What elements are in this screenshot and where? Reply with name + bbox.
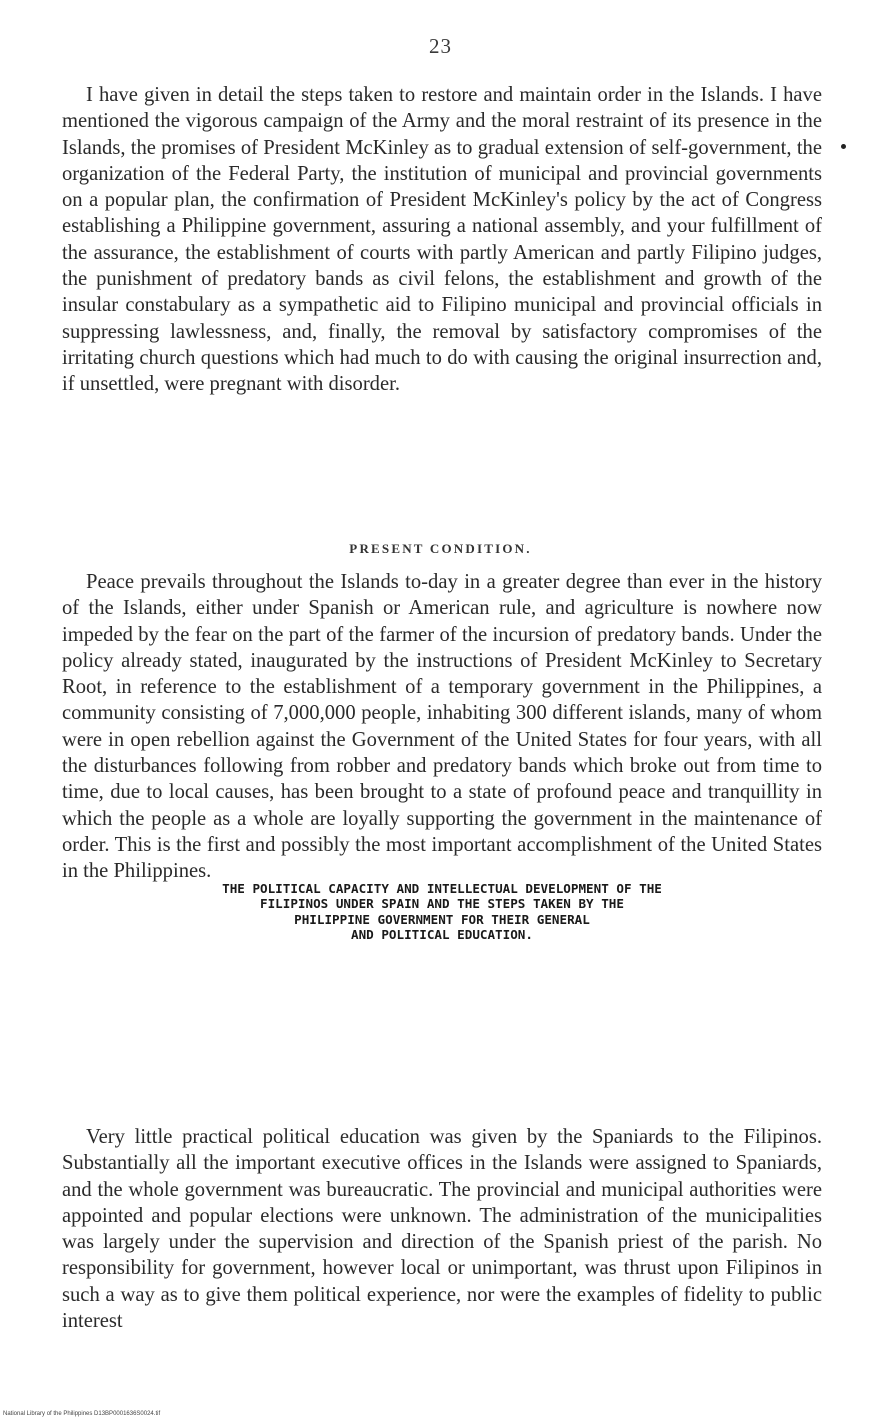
paragraph-spanish-education: Very little practical political education was given by the Spaniards to the Filipinos. Substantially all the important executive offices in the Islands were assigned to Spaniards, and the whole government was bureaucratic. The provincial and municipal authorities were appointed and popular elections were unknown. The administration of the municipalities was largely under the supervision and direction of the Spanish priest of the parish. No responsibility for government, however local or unimportant, was thrust upon Filipinos in such a way as to give them political experience, nor were the examples of fidelity to public interest [62, 1126, 822, 1333]
paragraph-peace-prevails: Peace prevails throughout the Islands to-day in a greater degree than ever in the history of the Islands, either under Spanish or American rule, and agriculture is nowhere now impeded by the fear on the part of the farmer of the incursion of predatory bands. Under the policy already stated, inaugurated by the instructions of President McKinley to Secretary Root, in reference to the establishment of a temporary government in the Philippines, a community consisting of 7,000,000 people, inhabiting 300 different islands, many of whom were in open rebellion against the Government of the United States for four years, with all the disturbances following from robber and predatory bands which broke out from time to time, due to local causes, has been brought to a state of profound peace and tranquillity in which the people as a whole are loyally supporting the government in the maintenance of order. This is the first and possibly the most important accomplishment of the United States in the Philippines. [62, 571, 822, 883]
heading-line: FILIPINOS UNDER SPAIN AND THE STEPS TAKEN BY THE [260, 896, 624, 912]
heading-political-capacity [62, 881, 822, 942]
heading-present-condition: PRESENT CONDITION. [349, 541, 532, 556]
ink-speck [841, 144, 846, 149]
heading-line: AND POLITICAL EDUCATION. [351, 926, 533, 942]
scan-footer: National Library of the Philippines D13BP0001636S0024.tif [3, 1411, 161, 1417]
paragraph-restoring-order: I have given in detail the steps taken to restore and maintain order in the Islands. I have mentioned the vigorous campaign of the Army and the moral restraint of its presence in the Islands, the promises of President McKinley as to gradual extension of self-government, the organization of the Federal Party, the institution of municipal and provincial governments on a popular plan, the confirmation of President McKinley's policy by the act of Congress establishing a Philippine government, assuring a national assembly, and your fulfillment of the assurance, the establishment of courts with partly American and partly Filipino judges, the punishment of predatory bands as civil felons, the establishment and growth of the insular constabulary as a sympathetic aid to Filipino municipal and provincial officials in suppressing lawlessness, and, finally, the removal by satisfactory compromises of the irritating church questions which had much to do with causing the original insurrection and, if unsettled, were pregnant with disorder. [62, 84, 822, 396]
page-number: 23 [429, 34, 452, 58]
heading-line: THE POLITICAL CAPACITY AND INTELLECTUAL DEVELOPMENT OF THE [222, 881, 662, 896]
heading-line: PHILIPPINE GOVERNMENT FOR THEIR GENERAL [294, 911, 590, 927]
